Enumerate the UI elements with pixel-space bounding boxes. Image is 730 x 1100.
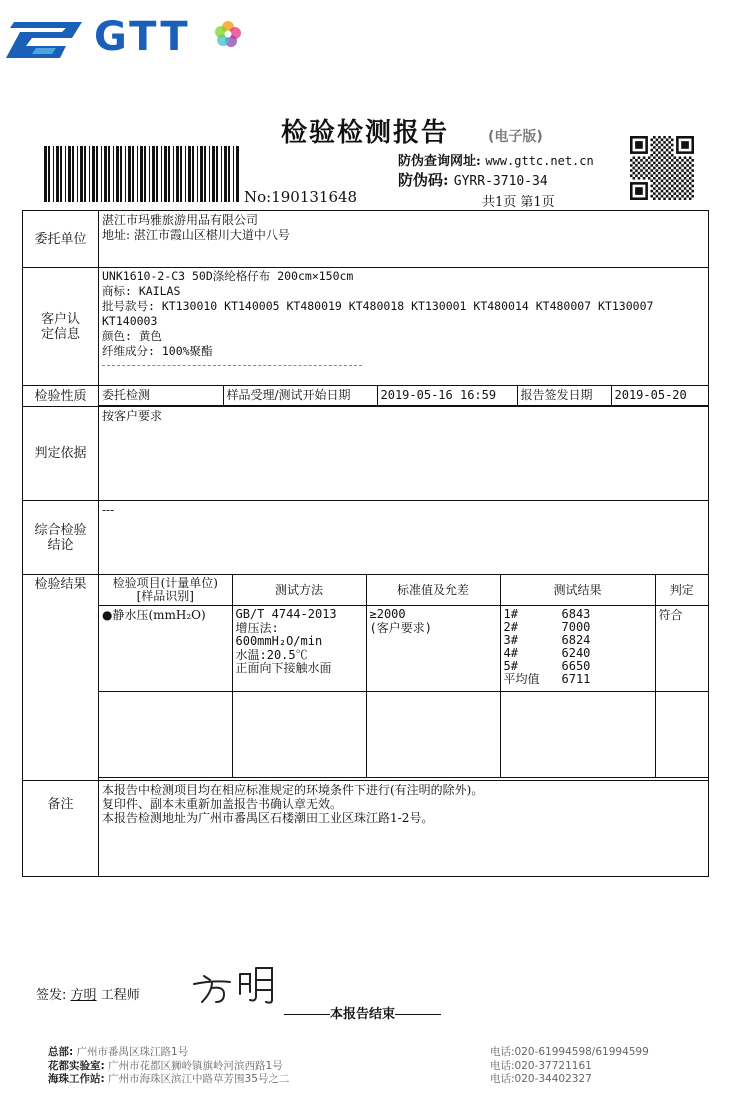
remarks-label: 备注 [23,781,99,877]
results-header-item: 检验项目(计量单位) [样品识别] [99,575,232,606]
electronic-version-note: (电子版) [488,129,543,145]
client-info [99,211,709,268]
empty-cell [366,692,500,778]
sample-line: UNK1610-2-C3 50D涤纶格仔布 200cm×150cm [102,269,354,283]
results-header-method: 测试方法 [232,575,366,606]
flower-icon [214,20,242,48]
report-end-note: 本报告结束 [284,1003,441,1022]
empty-cell [232,692,366,778]
result-values-grid: 1# 6843 2# 7000 3# 6824 4# 6240 5# 6650 平均值 6711 [503,607,591,686]
conclusion-text: --- [99,501,709,575]
handwritten-signature [190,962,280,1006]
client-address: 地址: 湛江市霞山区椹川大道中八号 [102,228,290,242]
sample-batch: 批号款号: KT130010 KT140005 KT480019 KT480018 KT130001 KT480014 KT480007 KT130007 KT140003 [102,299,654,328]
barcode [44,146,240,202]
issue-date-label: 报告签发日期 [517,386,611,406]
footer-addresses [48,1046,289,1087]
report-number: No:190131648 [244,188,358,206]
issuer-role: 工程师 [100,988,140,1003]
footer-phone: 电话:020-61994598/61994599 [490,1046,649,1058]
inspection-row [99,386,709,407]
footer-phone: 电话:020-37721161 [490,1059,592,1072]
footer-phone: 电话:020-34402327 [490,1073,592,1085]
issue-date: 2019-05-20 [611,386,708,406]
results-header-standard: 标准值及允差 [366,575,500,606]
receive-date-label: 样品受理/测试开始日期 [223,386,377,406]
result-values [500,606,655,692]
gtt-logo-icon [6,18,90,62]
footer-address: 花都实验室: 广州市花都区狮岭镇旗岭河滨西路1号 [48,1059,283,1072]
empty-cell [655,692,708,778]
basis-label: 判定依据 [23,407,99,501]
empty-cell [99,692,232,778]
footer-address: 总部: 广州市番禺区珠江路1号 [48,1046,189,1058]
sample-label: 客户认定信息 [23,268,99,386]
results-label: 检验结果 [23,575,99,781]
empty-cell [500,692,655,778]
sample-color: 颜色: 黄色 [102,329,162,343]
page-info: 共1页 第1页 [482,195,555,210]
qr-code [630,136,694,200]
sample-brand: 商标: KAILAS [102,284,181,298]
dash-divider [102,365,362,366]
result-method: GB/T 4744-2013 增压法: 600mmH₂O/min 水温:20.5℃ 正面向下接触水面 [232,606,366,692]
gtt-logo [6,14,246,62]
inspection-nature-label: 检验性质 [23,386,99,407]
sample-info [99,268,709,386]
conclusion-label: 综合检验结论 [23,501,99,575]
results-header-result: 测试结果 [500,575,655,606]
report-title: 检验检测报告 [280,118,449,148]
results-table [99,575,708,778]
client-name: 湛江市玛雅旅游用品有限公司 [102,213,259,227]
remarks-text: 本报告中检测项目均在相应标准规定的环境条件下进行(有注明的除外)。 复印件、副本未重新加盖报告书确认章无效。 本报告检测地址为广州市番禺区石楼潮田工业区珠江路1-2号。 [99,781,709,877]
result-standard: ≥2000 (客户要求) [366,606,500,692]
sample-fiber: 纤维成分: 100%聚酯 [102,344,213,358]
receive-date: 2019-05-16 16:59 [377,386,517,406]
verify-url: 防伪查询网址: www.gttc.net.cn [398,154,594,169]
footer-phones [490,1046,649,1087]
results-cell [99,575,709,781]
issuer: 签发: 方明 工程师 [36,988,140,1003]
end-line-left [284,1014,330,1015]
footer-address: 海珠工作站: 广州市海珠区滨江中路草芳围35号之二 [48,1073,290,1085]
issuer-name: 方明 [70,988,97,1003]
result-judge: 符合 [655,606,708,692]
basis-text: 按客户要求 [99,407,709,501]
client-label: 委托单位 [23,211,99,268]
end-line-right [395,1014,441,1015]
result-item: ●静水压(mmH₂O) [99,606,232,692]
inspection-nature: 委托检测 [99,386,223,406]
logo-text: GTT [94,14,191,60]
verify-code: 防伪码: GYRR-3710-34 [398,171,548,189]
report-table [22,210,709,877]
results-header-judge: 判定 [655,575,708,606]
